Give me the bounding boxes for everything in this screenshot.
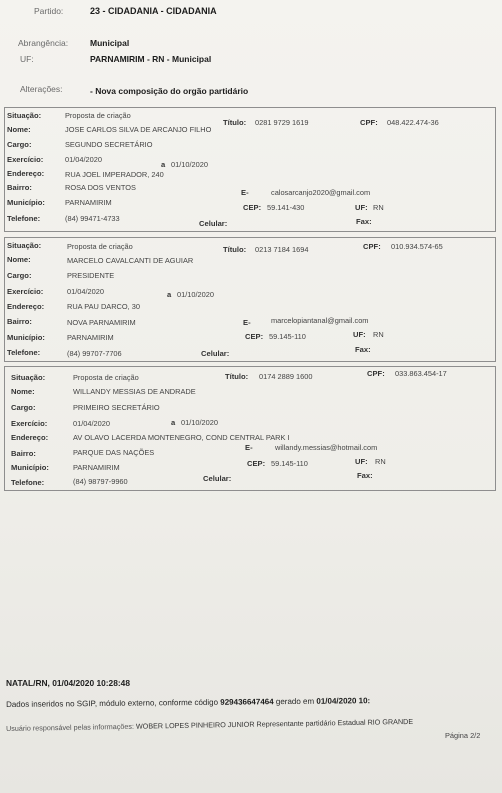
- partido-value: 23 - CIDADANIA - CIDADANIA: [90, 6, 217, 16]
- cep-value: 59.145-110: [269, 332, 306, 341]
- celular-label: Celular:: [199, 219, 228, 228]
- exercicio-fim: 01/10/2020: [177, 290, 214, 299]
- endereco-label: Endereço:: [11, 433, 49, 442]
- cpf-value: 010.934.574-65: [391, 242, 443, 251]
- titulo-label: Título:: [225, 372, 249, 381]
- endereco-label: Endereço:: [7, 169, 45, 178]
- nome-label: Nome:: [7, 125, 31, 134]
- cpf-label: CPF:: [363, 242, 381, 251]
- cargo-label: Cargo:: [11, 403, 36, 412]
- bairro-value: ROSA DOS VENTOS: [65, 183, 136, 192]
- bairro-label: Bairro:: [7, 317, 32, 326]
- sgip-code: 929436647464: [220, 697, 274, 707]
- titulo-label: Título:: [223, 118, 247, 127]
- titulo-label: Título:: [223, 245, 247, 254]
- telefone-value: (84) 99707-7706: [67, 349, 122, 358]
- member-block: [4, 107, 496, 232]
- email-label: E-: [245, 443, 253, 452]
- nome-value: JOSE CARLOS SILVA DE ARCANJO FILHO: [65, 125, 212, 134]
- endereco-label: Endereço:: [7, 302, 45, 311]
- cpf-label: CPF:: [367, 369, 385, 378]
- endereco-value: RUA PAU DARCO, 30: [67, 302, 140, 311]
- telefone-value: (84) 99471-4733: [65, 214, 120, 223]
- cep-value: 59.145-110: [271, 459, 308, 468]
- footer-datetime: NATAL/RN, 01/04/2020 10:28:48: [6, 678, 130, 688]
- exercicio-fim: 01/10/2020: [181, 418, 218, 427]
- telefone-label: Telefone:: [11, 478, 45, 487]
- fax-label: Fax:: [356, 217, 372, 226]
- uf-field-value: RN: [373, 203, 384, 212]
- member-block: [4, 237, 496, 362]
- situacao-label: Situação:: [7, 111, 42, 120]
- uf-label: UF:: [20, 54, 34, 64]
- cpf-value: 033.863.454-17: [395, 369, 447, 378]
- telefone-label: Telefone:: [7, 348, 41, 357]
- responsavel-label: Usuário responsável pelas informações:: [6, 721, 134, 733]
- cep-value: 59.141-430: [267, 203, 305, 212]
- nome-value: MARCELO CAVALCANTI DE AGUIAR: [67, 256, 194, 265]
- alteracoes-value: - Nova composição do orgão partidário: [90, 86, 249, 96]
- cargo-value: PRESIDENTE: [67, 271, 115, 280]
- situacao-value: Proposta de criação: [67, 242, 133, 251]
- exercicio-inicio: 01/04/2020: [67, 287, 104, 296]
- email-value: calosarcanjo2020@gmail.com: [271, 188, 371, 197]
- sgip-date: 01/04/2020 10:: [316, 696, 371, 706]
- uf-field-label: UF:: [353, 330, 366, 339]
- nome-label: Nome:: [7, 255, 31, 264]
- cep-label: CEP:: [247, 459, 266, 468]
- bairro-label: Bairro:: [7, 183, 32, 192]
- municipio-value: PARNAMIRIM: [67, 333, 114, 342]
- municipio-value: PARNAMIRIM: [73, 463, 120, 472]
- municipio-value: PARNAMIRIM: [65, 198, 112, 207]
- titulo-value: 0174 2889 1600: [259, 372, 313, 381]
- cep-label: CEP:: [243, 203, 262, 212]
- fax-label: Fax:: [355, 345, 371, 354]
- nome-value: WILLANDY MESSIAS DE ANDRADE: [73, 387, 196, 396]
- endereco-value: AV OLAVO LACERDA MONTENEGRO, COND CENTRAL PARK I: [73, 433, 290, 442]
- responsavel-value: WOBER LOPES PINHEIRO JUNIOR Representante partidário Estadual RIO GRANDE: [135, 716, 414, 731]
- footer-sgip-line: [6, 696, 370, 709]
- municipio-label: Município:: [7, 333, 45, 342]
- exercicio-inicio: 01/04/2020: [65, 155, 102, 164]
- situacao-value: Proposta de criação: [65, 111, 131, 120]
- situacao-label: Situação:: [11, 373, 46, 382]
- bairro-label: Bairro:: [11, 449, 36, 458]
- celular-label: Celular:: [203, 474, 232, 483]
- cpf-value: 048.422.474-36: [387, 118, 439, 127]
- exercicio-label: Exercício:: [7, 155, 44, 164]
- exercicio-a: a: [161, 160, 166, 169]
- fax-label: Fax:: [357, 471, 373, 480]
- municipio-label: Município:: [11, 463, 49, 472]
- member-block: [4, 366, 496, 491]
- exercicio-label: Exercício:: [7, 287, 44, 296]
- email-value: willandy.messias@hotmail.com: [275, 443, 378, 452]
- endereco-value: RUA JOEL IMPERADOR, 240: [65, 170, 164, 179]
- alteracoes-label: Alterações:: [20, 84, 63, 94]
- situacao-label: Situação:: [7, 241, 42, 250]
- exercicio-a: a: [167, 290, 172, 299]
- uf-field-value: RN: [375, 457, 386, 466]
- nome-label: Nome:: [11, 387, 35, 396]
- uf-field-value: RN: [373, 330, 384, 339]
- cargo-label: Cargo:: [7, 271, 32, 280]
- uf-field-label: UF:: [355, 203, 368, 212]
- exercicio-fim: 01/10/2020: [171, 160, 208, 169]
- page-number: Página 2/2: [445, 731, 481, 740]
- cep-label: CEP:: [245, 332, 264, 341]
- uf-field-label: UF:: [355, 457, 368, 466]
- uf-value: PARNAMIRIM - RN - Municipal: [90, 54, 212, 64]
- sgip-mid: gerado em: [275, 696, 315, 707]
- abrangencia-label: Abrangência:: [18, 38, 69, 48]
- email-value: marcelopiantanal@gmail.com: [271, 316, 369, 325]
- email-label: E-: [241, 188, 249, 197]
- situacao-value: Proposta de criação: [73, 373, 139, 382]
- cargo-value: SEGUNDO SECRETÁRIO: [65, 140, 153, 149]
- cpf-label: CPF:: [360, 118, 378, 127]
- cargo-label: Cargo:: [7, 140, 32, 149]
- abrangencia-value: Municipal: [90, 38, 130, 48]
- cargo-value: PRIMEIRO SECRETÁRIO: [73, 403, 160, 412]
- bairro-value: PARQUE DAS NAÇÕES: [73, 448, 155, 457]
- exercicio-label: Exercício:: [11, 419, 48, 428]
- municipio-label: Município:: [7, 198, 45, 207]
- telefone-value: (84) 98797-9960: [73, 477, 128, 486]
- exercicio-inicio: 01/04/2020: [73, 419, 110, 428]
- email-label: E-: [243, 318, 251, 327]
- bairro-value: NOVA PARNAMIRIM: [67, 318, 136, 327]
- titulo-value: 0213 7184 1694: [255, 245, 309, 254]
- telefone-label: Telefone:: [7, 214, 41, 223]
- titulo-value: 0281 9729 1619: [255, 118, 309, 127]
- sgip-prefix: Dados inseridos no SGIP, módulo externo, conforme código: [6, 697, 219, 709]
- partido-label: Partido:: [34, 6, 64, 16]
- celular-label: Celular:: [201, 349, 230, 358]
- exercicio-a: a: [171, 418, 176, 427]
- footer-responsavel-line: [6, 717, 413, 733]
